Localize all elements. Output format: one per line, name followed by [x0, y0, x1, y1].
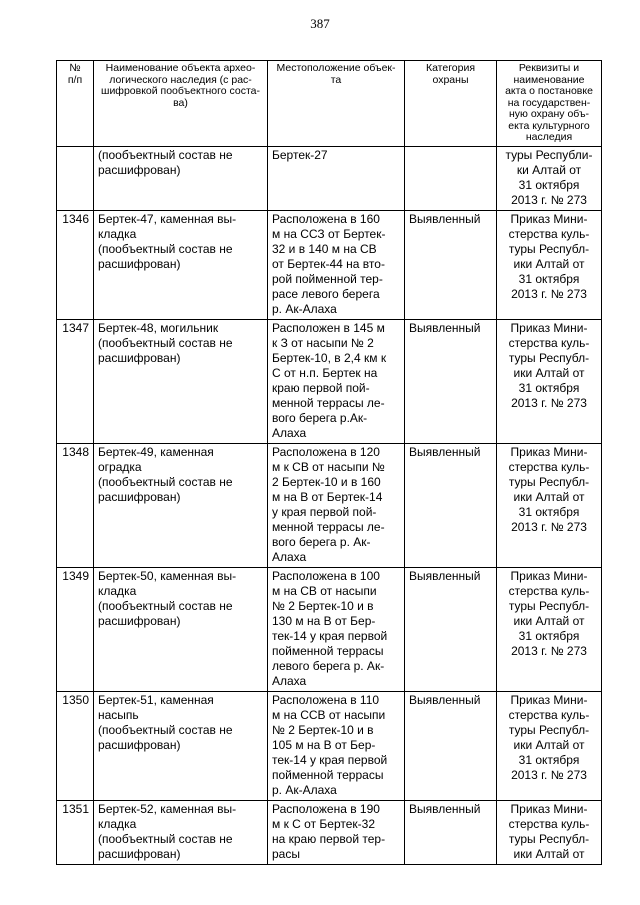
object-name-cell	[94, 146, 268, 210]
object-name-cell	[94, 567, 268, 691]
object-name: Бертек-48, могильник (пообъектный состав не расшифрован)	[98, 320, 233, 365]
object-location-cell	[268, 146, 405, 210]
row-number: 1351	[62, 801, 89, 816]
object-location-cell	[268, 443, 405, 567]
table-row	[57, 567, 602, 691]
header-name: Наименование объекта архео- логического наследия (с рас- шифровкой пообъектного соста- ва)	[94, 61, 268, 147]
act-requisites: Приказ Мини- стерства куль- туры Республ- ики Алтай от 31 октября 2013 г. № 273	[508, 444, 590, 534]
header-location: Местоположение объек- та	[268, 61, 405, 147]
table-row	[57, 319, 602, 443]
act-requisites: Приказ Мини- стерства куль- туры Республ- ики Алтай от 31 октября 2013 г. № 273	[508, 211, 590, 301]
act-requisites: Приказ Мини- стерства куль- туры Республ- ики Алтай от	[508, 801, 590, 861]
act-requisites: Приказ Мини- стерства куль- туры Республ- ики Алтай от 31 октября 2013 г. № 273	[508, 692, 590, 782]
heritage-register-table	[56, 60, 602, 865]
act-requisites: Приказ Мини- стерства куль- туры Республ- ики Алтай от 31 октября 2013 г. № 273	[508, 568, 590, 658]
table-row	[57, 146, 602, 210]
header-num: № п/п	[57, 61, 94, 147]
object-name-cell	[94, 443, 268, 567]
act-requisites-cell	[497, 319, 602, 443]
object-location: Расположен в 145 м к З от насыпи № 2 Бертек-10, в 2,4 км к С от н.п. Бертек на краю первой пой- менной террасы ле- вого берега р.Ак- Алаха	[272, 320, 387, 440]
object-location: Расположена в 190 м к С от Бертек-32 на краю первой тер- расы	[272, 801, 386, 861]
row-number-cell	[57, 319, 94, 443]
header-requisites: Реквизиты и наименование акта о постановке на государствен- ную охрану объ- екта культурного наследия	[497, 61, 602, 147]
object-name: (пообъектный состав не расшифрован)	[98, 147, 233, 177]
object-name: Бертек-52, каменная вы- кладка (пообъектный состав не расшифрован)	[98, 801, 237, 861]
object-name: Бертек-47, каменная вы- кладка (пообъектный состав не расшифрован)	[98, 211, 237, 271]
row-number-cell	[57, 443, 94, 567]
act-requisites: туры Республи- ки Алтай от 31 октября 2013 г. № 273	[505, 147, 593, 207]
object-location-cell	[268, 210, 405, 319]
protection-category-cell	[405, 146, 497, 210]
object-name-cell	[94, 210, 268, 319]
protection-category-cell	[405, 691, 497, 800]
object-name-cell	[94, 319, 268, 443]
protection-category: Выявленный	[409, 444, 481, 459]
act-requisites-cell	[497, 146, 602, 210]
act-requisites-cell	[497, 567, 602, 691]
protection-category-cell	[405, 319, 497, 443]
row-number: 1350	[62, 692, 89, 707]
object-location-cell	[268, 319, 405, 443]
header-category: Категория охраны	[405, 61, 497, 147]
table-header-row	[57, 61, 602, 147]
row-number-cell	[57, 146, 94, 210]
protection-category: Выявленный	[409, 568, 481, 583]
row-number-cell	[57, 800, 94, 864]
object-name: Бертек-49, каменная оградка (пообъектный состав не расшифрован)	[98, 444, 233, 504]
act-requisites-cell	[497, 443, 602, 567]
row-number: 1346	[62, 211, 89, 226]
row-number-cell	[57, 567, 94, 691]
object-name: Бертек-50, каменная вы- кладка (пообъектный состав не расшифрован)	[98, 568, 237, 628]
protection-category-cell	[405, 800, 497, 864]
object-location-cell	[268, 691, 405, 800]
page-number: 387	[310, 16, 330, 31]
protection-category-cell	[405, 443, 497, 567]
object-location: Расположена в 100 м на СВ от насыпи № 2 Бертек-10 и в 130 м на В от Бер- тек-14 у края первой пойменной террасы левого берега р. Ак- Алаха	[272, 568, 388, 688]
protection-category: Выявленный	[409, 801, 481, 816]
act-requisites: Приказ Мини- стерства куль- туры Республ- ики Алтай от 31 октября 2013 г. № 273	[508, 320, 590, 410]
table-row	[57, 691, 602, 800]
protection-category: Выявленный	[409, 320, 481, 335]
protection-category: Выявленный	[409, 211, 481, 226]
table-row	[57, 443, 602, 567]
protection-category-cell	[405, 210, 497, 319]
protection-category-cell	[405, 567, 497, 691]
row-number: 1347	[62, 320, 89, 335]
object-location: Бертек-27	[272, 147, 328, 162]
object-location: Расположена в 120 м к СВ от насыпи № 2 Бертек-10 и в 160 м на В от Бертек-14 у края первой пой- менной террасы ле- вого берега р. Ак- Алаха	[272, 444, 385, 564]
row-number-cell	[57, 691, 94, 800]
object-name-cell	[94, 691, 268, 800]
act-requisites-cell	[497, 210, 602, 319]
object-location: Расположена в 160 м на ССЗ от Бертек- 32 и в 140 м на СВ от Бертек-44 на вто- рой пойменной тер- расе левого берега р. Ак-Алаха	[272, 211, 386, 316]
object-location-cell	[268, 567, 405, 691]
object-name-cell	[94, 800, 268, 864]
row-number: 1348	[62, 444, 89, 459]
object-location: Расположена в 110 м на ССВ от насыпи № 2 Бертек-10 и в 105 м на В от Бер- тек-14 у края первой пойменной террасы р. Ак-Алаха	[272, 692, 388, 797]
table-row	[57, 800, 602, 864]
object-location-cell	[268, 800, 405, 864]
row-number: 1349	[62, 568, 89, 583]
protection-category: Выявленный	[409, 692, 481, 707]
row-number-cell	[57, 210, 94, 319]
act-requisites-cell	[497, 691, 602, 800]
act-requisites-cell	[497, 800, 602, 864]
table-row	[57, 210, 602, 319]
object-name: Бертек-51, каменная насыпь (пообъектный состав не расшифрован)	[98, 692, 233, 752]
